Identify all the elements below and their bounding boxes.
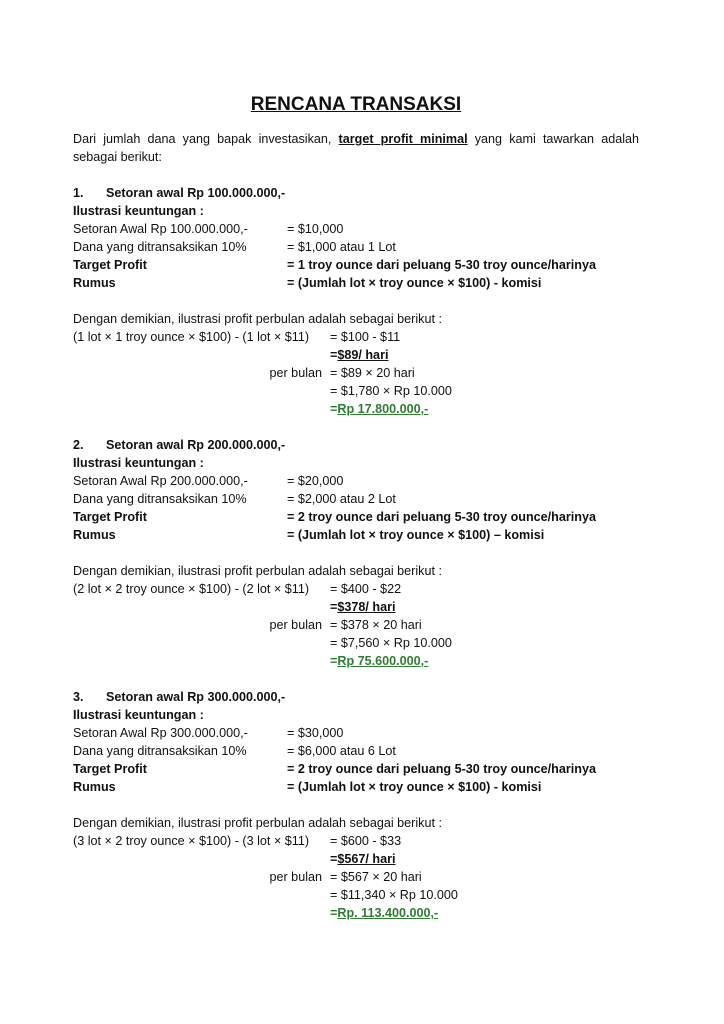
detail-value: = $1,000 atau 1 Lot [287,240,396,254]
calc-row [73,886,639,904]
calc-left: (1 lot × 1 troy ounce × $100) - (1 lot × $11) [73,330,310,344]
section-1 [73,184,639,418]
calc-row [73,346,639,364]
detail-row [73,472,639,490]
calc-row [73,616,639,634]
calc-row [73,580,639,598]
detail-label: Rumus [73,528,116,542]
detail-value: = $20,000 [287,474,344,488]
calc-row [73,364,639,382]
calc-value: = $100 - $11 [330,330,401,344]
monthly-profit: Rp 17.800.000,- [337,402,429,416]
section-number: 1. [73,186,84,200]
section-heading-text: Setoran awal Rp 300.000.000,- [106,690,286,704]
detail-row [73,778,639,796]
section-2 [73,436,639,670]
detail-row [73,256,639,274]
calc-row [73,868,639,886]
calc-row [73,382,639,400]
section-subheading: Ilustrasi keuntungan : [73,708,204,722]
detail-row [73,760,639,778]
detail-value: = 2 troy ounce dari peluang 5-30 troy ounce/harinya [287,762,596,776]
detail-value: = $30,000 [287,726,344,740]
intro-after: yang kami tawarkan adalah sebagai berikut: [73,132,640,164]
calc-left: (3 lot × 2 troy ounce × $100) - (3 lot × $11) [73,834,310,848]
daily-profit: $89/ hari [337,348,389,362]
calc-left: (2 lot × 2 troy ounce × $100) - (2 lot × $11) [73,582,310,596]
calc-value: = $11,340 × Rp 10.000 [330,888,458,902]
monthly-profit: Rp 75.600.000,- [337,654,429,668]
section-subheading: Ilustrasi keuntungan : [73,456,204,470]
calc-value: = $400 - $22 [330,582,402,596]
section-heading [73,184,639,202]
calc-value: = $378 × 20 hari [330,618,422,632]
daily-profit: $567/ hari [337,852,396,866]
document-page [73,92,639,922]
calc-eq: = [330,852,338,866]
detail-value: = (Jumlah lot × troy ounce × $100) - komisi [287,276,542,290]
intro-paragraph [73,130,639,166]
calc-left [73,652,330,670]
calc-intro: Dengan demikian, ilustrasi profit perbulan adalah sebagai berikut : [73,312,442,326]
detail-row [73,526,639,544]
detail-label: Setoran Awal Rp 200.000.000,- [73,474,248,488]
calc-left: per bulan [269,366,322,380]
detail-label: Dana yang ditransaksikan 10% [73,744,247,758]
detail-label: Dana yang ditransaksikan 10% [73,240,247,254]
detail-row [73,508,639,526]
calc-left [73,346,330,364]
section-heading-text: Setoran awal Rp 100.000.000,- [106,186,286,200]
calc-value: = $1,780 × Rp 10.000 [330,384,452,398]
detail-value: = (Jumlah lot × troy ounce × $100) – komisi [287,528,545,542]
calc-left [73,598,330,616]
calc-eq: = [330,654,338,668]
calc-row [73,904,639,922]
daily-profit: $378/ hari [337,600,396,614]
detail-row [73,742,639,760]
section-3 [73,688,639,922]
calc-value: = $600 - $33 [330,834,402,848]
detail-value: = $10,000 [287,222,344,236]
detail-row [73,490,639,508]
calc-left: per bulan [269,870,322,884]
calc-intro: Dengan demikian, ilustrasi profit perbulan adalah sebagai berikut : [73,816,442,830]
detail-label: Dana yang ditransaksikan 10% [73,492,247,506]
document-title: RENCANA TRANSAKSI [250,94,462,115]
calc-left [73,886,330,904]
calc-row [73,400,639,418]
detail-value: = $2,000 atau 2 Lot [287,492,396,506]
intro-highlight: target profit minimal [338,132,468,146]
calc-row [73,652,639,670]
calc-eq: = [330,348,338,362]
detail-row [73,274,639,292]
calc-left [73,904,330,922]
calc-left [73,400,330,418]
monthly-profit: Rp. 113.400.000,- [337,906,439,920]
calc-eq: = [330,600,338,614]
intro-before: Dari jumlah dana yang bapak investasikan, [73,132,339,146]
section-number: 3. [73,690,84,704]
calc-left: per bulan [269,618,322,632]
detail-row [73,724,639,742]
calc-left [73,850,330,868]
detail-value: = 1 troy ounce dari peluang 5-30 troy ounce/harinya [287,258,596,272]
detail-value: = $6,000 atau 6 Lot [287,744,396,758]
detail-label: Target Profit [73,510,147,524]
calc-row [73,598,639,616]
section-heading [73,436,639,454]
calc-eq: = [330,906,338,920]
calc-row [73,634,639,652]
detail-label: Target Profit [73,258,147,272]
detail-label: Setoran Awal Rp 300.000.000,- [73,726,248,740]
calc-value: = $567 × 20 hari [330,870,422,884]
detail-label: Setoran Awal Rp 100.000.000,- [73,222,248,236]
detail-label: Target Profit [73,762,147,776]
detail-value: = 2 troy ounce dari peluang 5-30 troy ounce/harinya [287,510,596,524]
section-heading-text: Setoran awal Rp 200.000.000,- [106,438,286,452]
calc-row [73,832,639,850]
calc-eq: = [330,402,338,416]
section-number: 2. [73,438,84,452]
detail-value: = (Jumlah lot × troy ounce × $100) - komisi [287,780,542,794]
calc-value: = $7,560 × Rp 10.000 [330,636,452,650]
detail-label: Rumus [73,780,116,794]
calc-intro: Dengan demikian, ilustrasi profit perbulan adalah sebagai berikut : [73,564,442,578]
calc-left [73,634,330,652]
detail-label: Rumus [73,276,116,290]
detail-row [73,220,639,238]
detail-row [73,238,639,256]
calc-value: = $89 × 20 hari [330,366,415,380]
calc-row [73,328,639,346]
section-subheading: Ilustrasi keuntungan : [73,204,204,218]
section-heading [73,688,639,706]
calc-row [73,850,639,868]
calc-left [73,382,330,400]
